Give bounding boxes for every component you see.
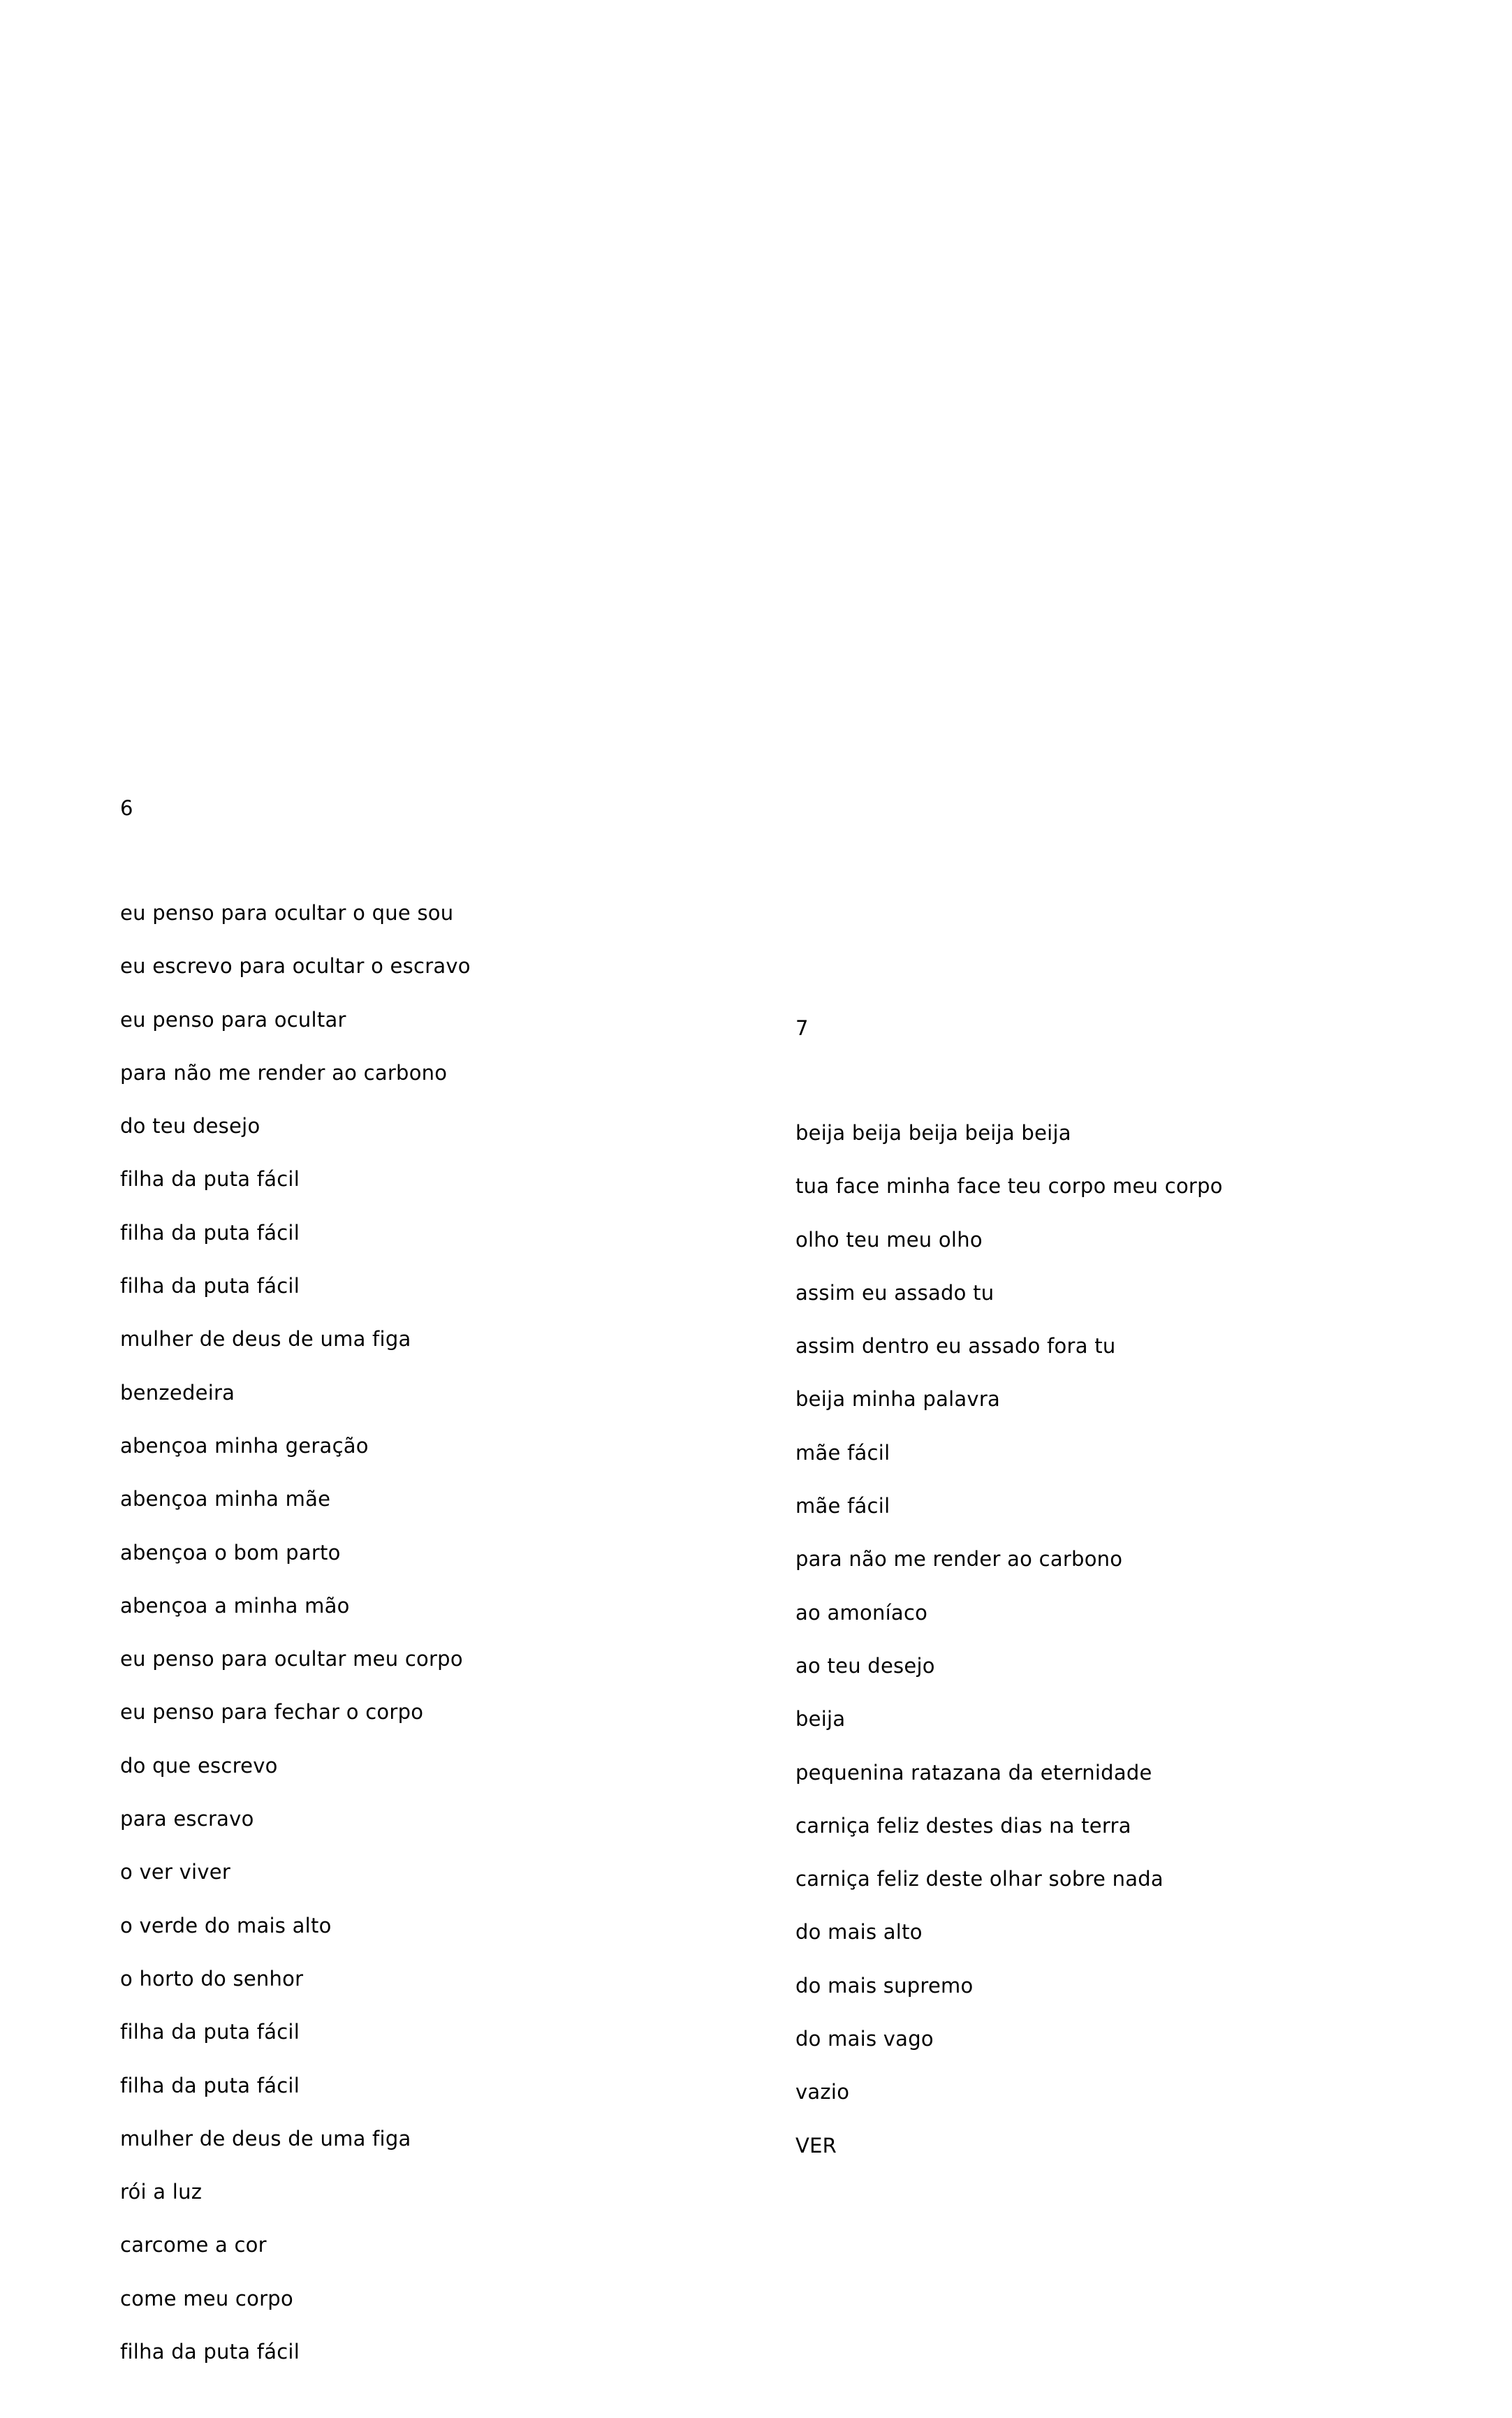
poem-line: eu penso para ocultar meu corpo — [120, 1647, 463, 1671]
poem-line: beija beija beija beija beija — [795, 1121, 1071, 1145]
poem-line: filha da puta fácil — [120, 1167, 300, 1192]
poem-line: filha da puta fácil — [120, 1220, 300, 1245]
poem-line-list — [795, 1093, 1223, 2185]
poem-line: mãe fácil — [795, 1494, 890, 1518]
poem-line: abençoa minha mãe — [120, 1487, 331, 1511]
poem-line: para não me render ao carbono — [120, 1060, 448, 1085]
poem-line: rói a luz — [120, 2180, 203, 2204]
poem-line: filha da puta fácil — [120, 1274, 300, 1298]
poem-line: o verde do mais alto — [120, 1913, 332, 1937]
poem-line: do que escrevo — [120, 1753, 278, 1778]
poem-line: eu escrevo para ocultar o escravo — [120, 954, 471, 979]
poem-line: do mais vago — [795, 2027, 934, 2051]
poem-number: 7 — [795, 1016, 809, 1040]
poem-line: pequenina ratazana da eternidade — [795, 1760, 1152, 1785]
poem-line: assim eu assado tu — [795, 1280, 994, 1305]
poem-line: tua face minha face teu corpo meu corpo — [795, 1174, 1223, 1199]
poem-line: eu penso para fechar o corpo — [120, 1700, 424, 1724]
poem-line: o horto do senhor — [120, 1966, 304, 1991]
poem-line: o ver viver — [120, 1860, 231, 1884]
poem-line: eu penso para ocultar o que sou — [120, 901, 454, 925]
poem-line: abençoa o bom parto — [120, 1540, 341, 1565]
poem-line: do mais alto — [795, 1920, 923, 1944]
poem-line: mulher de deus de uma figa — [120, 2126, 411, 2150]
poem-line: eu penso para ocultar — [120, 1007, 346, 1032]
poem-line: VER — [795, 2133, 837, 2157]
poem-line: do teu desejo — [120, 1114, 260, 1138]
poem-line: carniça feliz deste olhar sobre nada — [795, 1867, 1164, 1891]
poem-line: filha da puta fácil — [120, 2020, 300, 2044]
poem-line: do mais supremo — [795, 1973, 974, 1998]
poem-number: 6 — [120, 796, 133, 820]
poem-line: filha da puta fácil — [120, 2073, 300, 2097]
poem-line: carniça feliz destes dias na terra — [795, 1813, 1131, 1838]
poem-line-list — [120, 873, 471, 2391]
poem-line: abençoa minha geração — [120, 1433, 369, 1458]
poem-line: abençoa a minha mão — [120, 1593, 350, 1618]
poem-line: para escravo — [120, 1807, 254, 1831]
poem-line: vazio — [795, 2080, 850, 2104]
poem-line: beija minha palavra — [795, 1387, 1001, 1412]
poem-line: olho teu meu olho — [795, 1227, 983, 1252]
poem-line: ao teu desejo — [795, 1653, 935, 1678]
poem-line: mulher de deus de uma figa — [120, 1327, 411, 1351]
poem-line: beija — [795, 1707, 846, 1731]
poem-line: mãe fácil — [795, 1440, 890, 1465]
poem-line: come meu corpo — [120, 2286, 293, 2310]
poem-line: benzedeira — [120, 1380, 235, 1405]
poem-line: para não me render ao carbono — [795, 1547, 1123, 1571]
poem-block-7 — [795, 992, 1223, 2212]
poem-line: filha da puta fácil — [120, 2340, 300, 2364]
poem-block-6 — [120, 772, 471, 2418]
poem-line: carcome a cor — [120, 2233, 267, 2257]
poem-line: assim dentro eu assado fora tu — [795, 1334, 1116, 1358]
poem-line: ao amoníaco — [795, 1600, 928, 1625]
